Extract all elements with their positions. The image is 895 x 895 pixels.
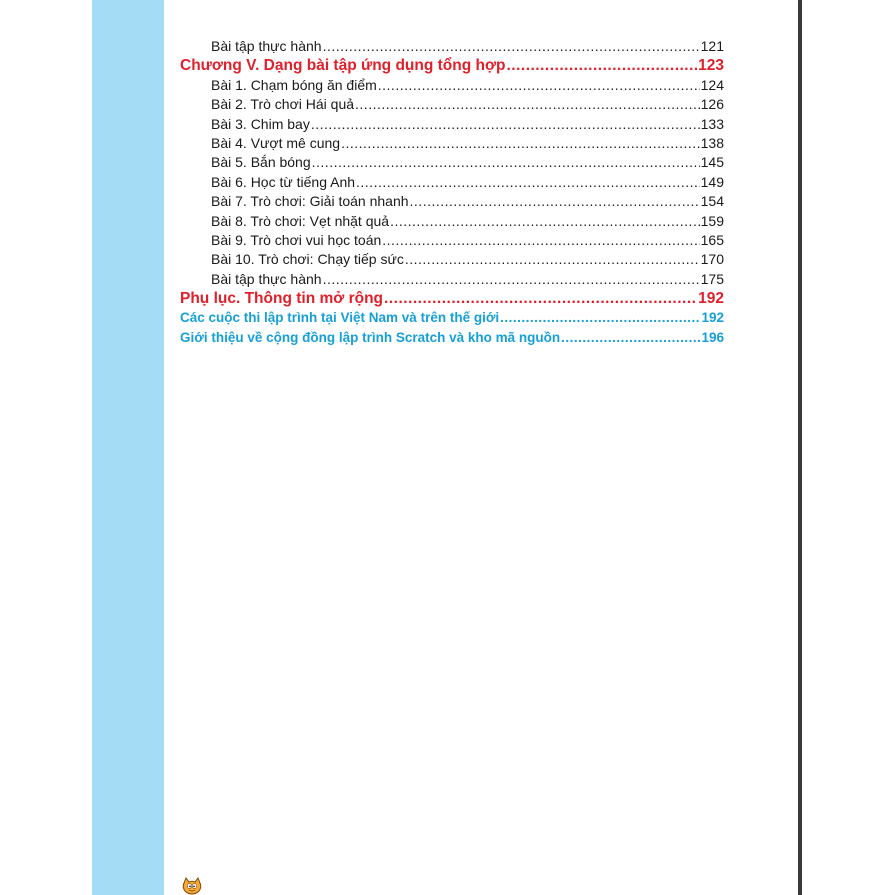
toc-entry-title: Chương V. Dạng bài tập ứng dụng tổng hợp (180, 57, 506, 75)
toc-entry-title: Bài tập thực hành (211, 38, 322, 54)
toc-entry-page: 154 (700, 193, 724, 210)
toc-entry (180, 289, 724, 308)
toc-entry-title: Bài tập thực hành (211, 270, 322, 287)
toc-leader-dots (410, 192, 700, 211)
toc-leader-dots (378, 76, 700, 95)
toc-entry-page: 138 (700, 134, 724, 151)
toc-entry (180, 37, 724, 56)
toc-entry-page: 149 (700, 173, 724, 190)
toc-entry-page: 121 (700, 38, 724, 54)
toc-entry-page: 170 (700, 251, 724, 268)
toc-entry-title: Bài 7. Trò chơi: Giải toán nhanh (211, 193, 409, 210)
toc-entry-page: 133 (700, 115, 724, 132)
toc-entry (180, 212, 724, 231)
toc-leader-dots (390, 212, 700, 231)
toc-entry-title: Bài 8. Trò chơi: Vẹt nhặt quả (211, 212, 390, 229)
toc-leader-dots (323, 37, 700, 56)
toc-entry (180, 95, 724, 114)
toc-entry (180, 76, 724, 95)
toc-leader-dots (506, 56, 697, 75)
toc-entry-title: Bài 5. Bắn bóng (211, 154, 311, 171)
toc-leader-dots (561, 328, 700, 347)
toc-entry (180, 153, 724, 172)
toc-leader-dots (341, 134, 700, 153)
toc-entry-title: Bài 6. Học từ tiếng Anh (211, 173, 356, 190)
toc-entry-title: Bài 9. Trò chơi vui học toán (211, 231, 382, 248)
toc-leader-dots (382, 231, 699, 250)
toc-entry (180, 173, 724, 192)
toc-entry (180, 250, 724, 269)
toc-entry-page: 124 (700, 76, 724, 93)
toc-leader-dots (384, 289, 697, 308)
toc-entry-title: Bài 10. Trò chơi: Chạy tiếp sức (211, 251, 404, 268)
toc-entry-title: Các cuộc thi lập trình tại Việt Nam và trên thế giới (180, 310, 500, 326)
toc-entry-title: Giới thiệu về cộng đồng lập trình Scratch và kho mã nguồn (180, 329, 561, 345)
toc-entry (180, 56, 724, 75)
toc-leader-dots (312, 153, 700, 172)
toc-entry (180, 192, 724, 211)
toc-entry (180, 134, 724, 153)
toc-entry-page: 165 (700, 231, 724, 248)
toc-entry-page: 192 (698, 290, 724, 308)
table-of-contents (180, 37, 724, 347)
toc-leader-dots (356, 173, 700, 192)
toc-leader-dots (355, 95, 700, 114)
scratch-cat-icon (181, 877, 203, 895)
toc-entry-page: 196 (701, 329, 724, 345)
toc-leader-dots (311, 115, 700, 134)
toc-entry-title: Bài 2. Trò chơi Hái quả (211, 96, 355, 113)
toc-entry (180, 328, 724, 347)
toc-entry-page: 126 (700, 96, 724, 113)
toc-entry-page: 192 (701, 310, 724, 326)
page-edge (798, 0, 802, 895)
toc-leader-dots (500, 308, 700, 327)
toc-entry-page: 145 (700, 154, 724, 171)
toc-entry (180, 231, 724, 250)
toc-entry-page: 175 (700, 270, 724, 287)
page-left-strip (92, 0, 164, 895)
toc-entry-page: 123 (698, 57, 724, 75)
toc-leader-dots (323, 270, 700, 289)
toc-entry-title: Bài 3. Chim bay (211, 115, 310, 132)
toc-leader-dots (405, 250, 700, 269)
toc-entry-title: Bài 4. Vượt mê cung (211, 134, 341, 151)
toc-entry (180, 308, 724, 327)
toc-entry-title: Bài 1. Chạm bóng ăn điểm (211, 76, 377, 93)
toc-entry-page: 159 (700, 212, 724, 229)
toc-entry-title: Phụ lục. Thông tin mở rộng (180, 290, 384, 308)
toc-entry (180, 115, 724, 134)
toc-entry (180, 270, 724, 289)
